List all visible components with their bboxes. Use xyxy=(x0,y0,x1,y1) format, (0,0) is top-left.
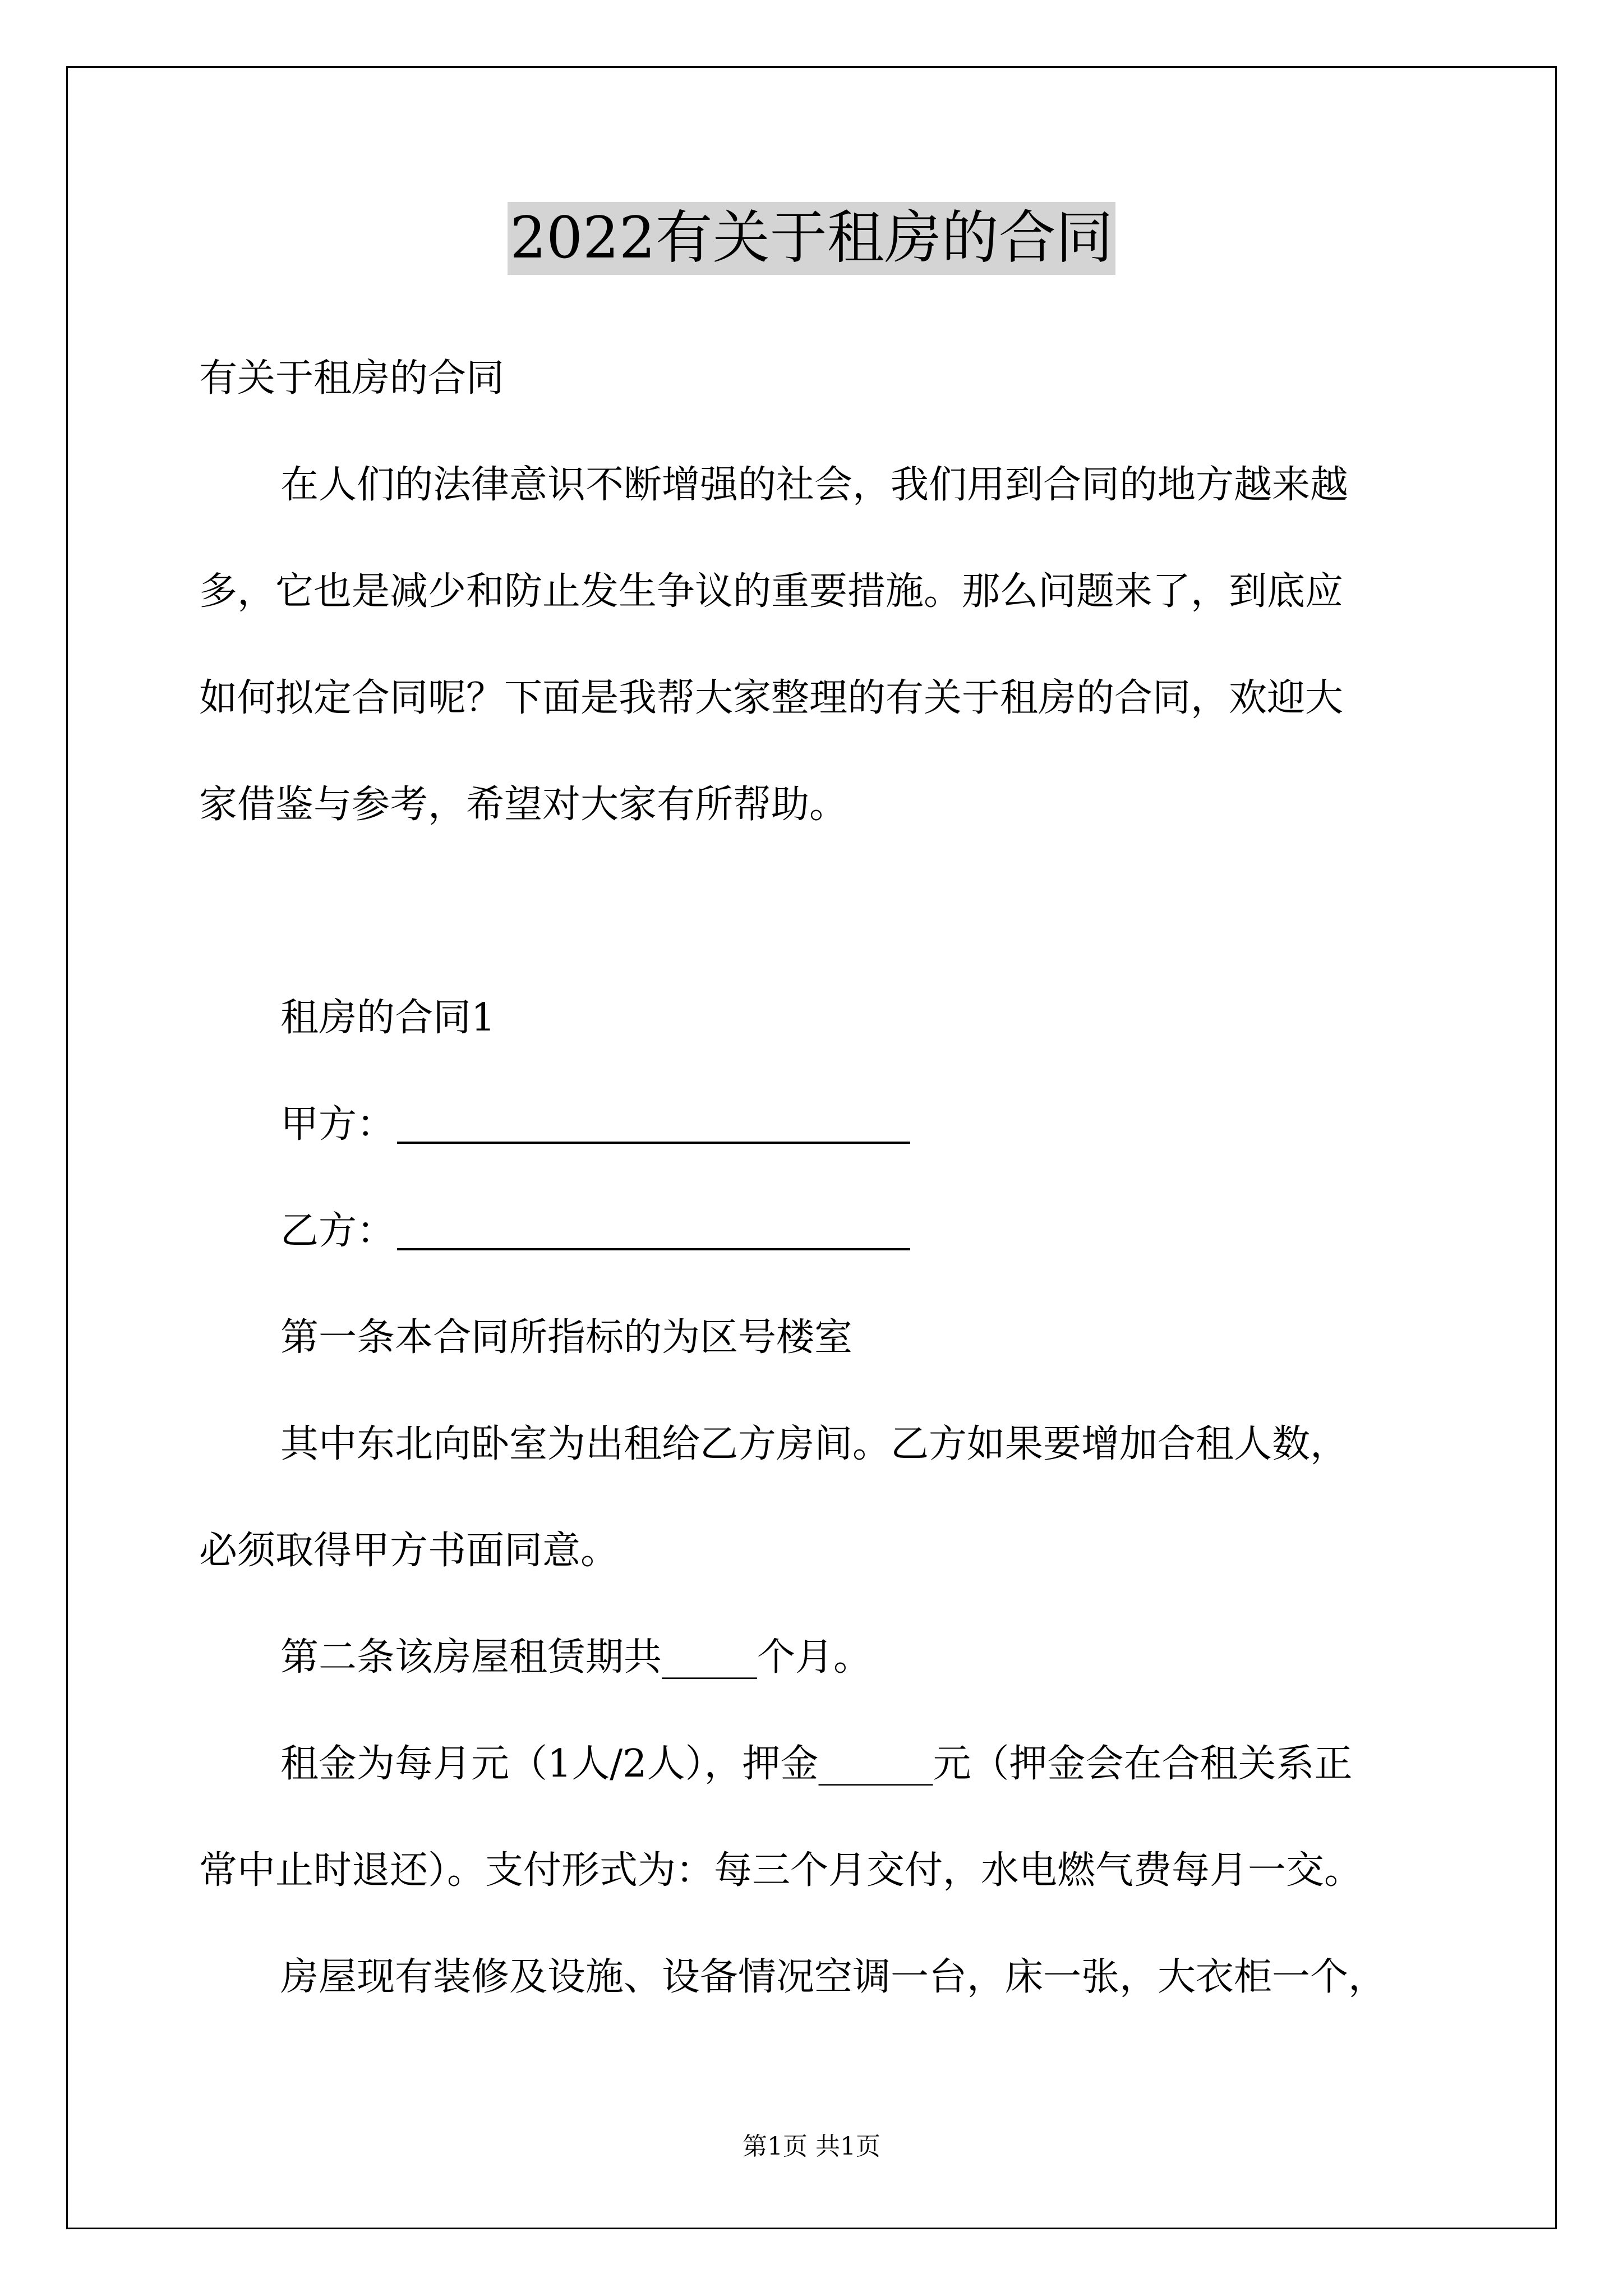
clause-line: 其中东北向卧室为出租给乙方房间。乙方如果要增加合租人数， xyxy=(280,1422,1349,1466)
contract-heading: 租房的合同1 xyxy=(280,996,496,1040)
clause-line: 必须取得甲方书面同意。 xyxy=(199,1529,619,1573)
clause-line: 租金为每月元（1人/2人），押金______元（押金会在合租关系正 xyxy=(280,1742,1353,1786)
clause-line: 常中止时退还）。支付形式为：每三个月交付，水电燃气费每月一交。 xyxy=(199,1848,1363,1893)
document-subtitle: 有关于租房的合同 xyxy=(199,356,505,401)
intro-line: 在人们的法律意识不断增强的社会，我们用到合同的地方越来越 xyxy=(280,463,1349,507)
party-a-blank xyxy=(397,1142,910,1144)
party-b-blank xyxy=(397,1248,910,1250)
clause-line: 第一条本合同所指标的为区号楼室 xyxy=(280,1315,853,1360)
clause-line: 房屋现有装修及设施、设备情况空调一台，床一张，大衣柜一个， xyxy=(280,1955,1387,1999)
intro-line: 多，它也是减少和防止发生争议的重要措施。那么问题来了，到底应 xyxy=(199,569,1344,614)
party-a-line xyxy=(280,1099,1514,1150)
party-b-line xyxy=(280,1206,1514,1257)
title-container xyxy=(0,202,1623,275)
intro-line: 家借鉴与参考，希望对大家有所帮助。 xyxy=(199,783,848,827)
page-title: 2022有关于租房的合同 xyxy=(508,202,1115,275)
party-a-label: 甲方： xyxy=(280,1102,395,1147)
clause-line: 第二条该房屋租赁期共_____个月。 xyxy=(280,1635,872,1680)
intro-line: 如何拟定合同呢？下面是我帮大家整理的有关于租房的合同，欢迎大 xyxy=(199,676,1344,720)
party-b-label: 乙方： xyxy=(280,1209,395,1253)
page-footer: 第1页 共1页 xyxy=(743,2132,880,2161)
